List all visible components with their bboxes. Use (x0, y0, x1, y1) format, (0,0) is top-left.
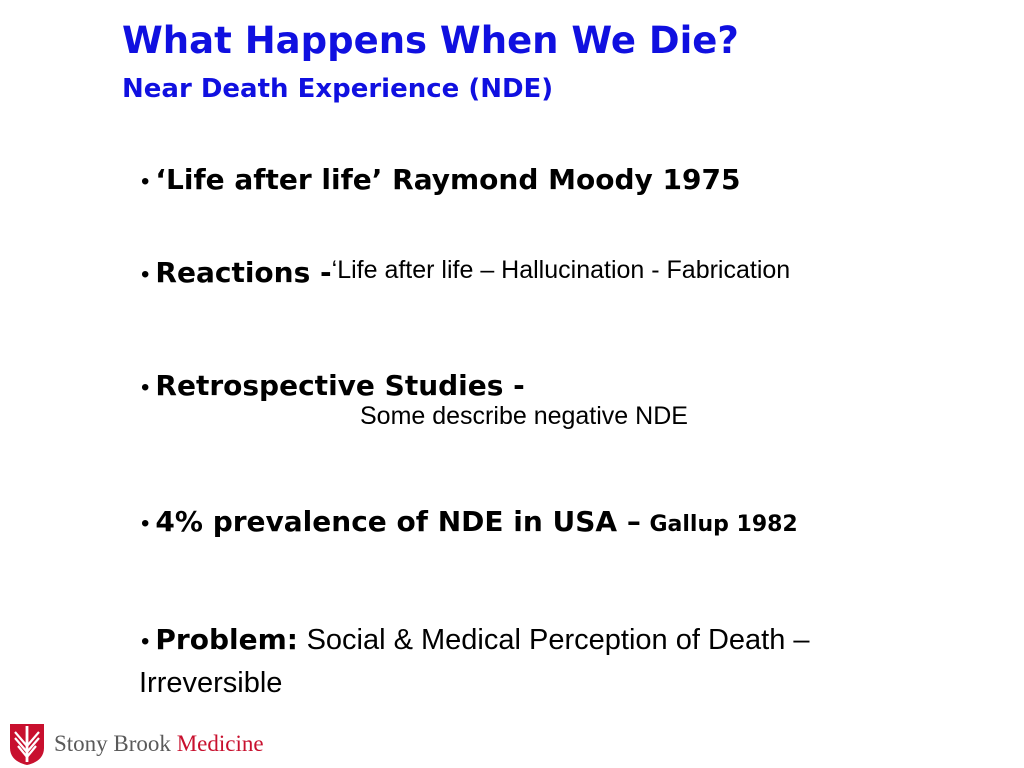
bullet-item (141, 160, 740, 202)
slide-subtitle: Near Death Experience (NDE) (122, 74, 554, 104)
bullet-text: ‘Life after life’ Raymond Moody 1975 (155, 163, 741, 196)
bullet-label: Retrospective Studies - (155, 369, 525, 402)
bullet-text-continued: Irreversible (139, 667, 283, 699)
stony-brook-logo (8, 722, 264, 766)
bullet-marker: • (141, 510, 150, 537)
stony-brook-shield-icon (8, 722, 46, 766)
brand-name-secondary: Medicine (176, 731, 264, 756)
bullet-marker: • (141, 168, 150, 195)
bullet-label: 4% prevalence of NDE in USA – (155, 505, 641, 538)
brand-name (54, 722, 264, 766)
bullet-item (141, 620, 810, 662)
bullet-label: Problem: (155, 623, 298, 656)
brand-name-primary: Stony Brook (54, 731, 171, 756)
bullet-marker: • (141, 261, 150, 288)
bullet-item (141, 502, 798, 545)
bullet-text: Social & Medical Perception of Death – (306, 624, 810, 656)
bullet-note: ‘Life after life – Hallucination - Fabrication (331, 256, 791, 284)
bullet-note: Some describe negative NDE (360, 402, 688, 430)
slide-title: What Happens When We Die? (122, 19, 739, 62)
bullet-item (141, 253, 790, 295)
bullet-marker: • (141, 374, 150, 401)
bullet-source: Gallup 1982 (649, 512, 798, 537)
bullet-label: Reactions - (155, 256, 332, 289)
bullet-marker: • (141, 628, 150, 655)
